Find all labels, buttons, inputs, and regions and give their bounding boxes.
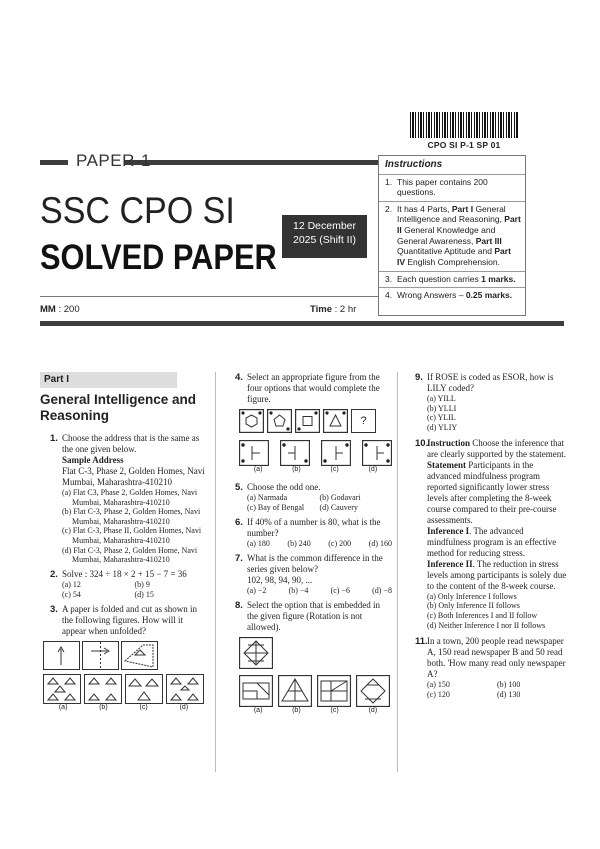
- fold-option-c: [125, 674, 163, 704]
- question-text: In a town, 200 people read newspaper A, 150 read newspaper B and 50 read both. 'How many read only newspaper A?: [427, 636, 566, 680]
- date-line-1: 12 December: [292, 220, 357, 232]
- fold-option-b: [84, 674, 122, 704]
- embedded-option-c: [317, 675, 351, 707]
- option: (a) Flat C3, Phase 2, Golden Homes, Navi Mumbai, Maharashtra-410210: [62, 488, 198, 507]
- fold-sequence-figure: [43, 641, 158, 671]
- fig-label: (a): [58, 703, 68, 711]
- question-1: 1. Choose the address that is the same as the one given below. Sample Address Flat C-3, Phase 2, Golden Homes, Navi Mumbai, Maharashtra-410210 (a) Flat C3, Phase 2, Golden Homes, Navi Mumbai, Maharashtra-410210 (b) Flat C-3, Phase 2, Golden Homes, Navi Mumbai, Maharashtra-410210 (c) Flat C-3, Phase II, Golden Homes, Navi Mumbai, Maharashtra-410210 (d) Flat C-3, Phase 2, Golden Home, Navi Mumbai, Maharashtra-410210: [40, 433, 207, 565]
- question-text: Choose the odd one.: [247, 482, 321, 493]
- series-figure: [239, 409, 389, 433]
- fig-label: (a): [253, 465, 263, 473]
- sample-address: Flat C-3, Phase 2, Golden Homes, Navi Mumbai, Maharashtra-410210: [62, 466, 205, 488]
- series-cell-1: [239, 409, 264, 433]
- fig-label: (c): [139, 703, 148, 711]
- fold-figures: [43, 641, 207, 713]
- mm-label: MM: [40, 304, 56, 315]
- question-text: Select the option that is embedded in the given figure (Rotation is not allowed).: [247, 599, 380, 632]
- option: (a) 12: [62, 579, 81, 589]
- option: (a) Narmada: [247, 493, 288, 503]
- answer-option-d: [362, 440, 392, 466]
- column-3: [405, 372, 567, 704]
- instructions-heading: Instructions: [385, 159, 443, 170]
- question-10: 10. Instruction Choose the inference that are clearly supported by the statement. Statement Participants in the advanced mindfulness program reported significantly lower stress levels after completing the 8-week course compared to their pre-course assessments. Inference I. The advanced mindfulness program is an effective method for reducing stress. Inference II. The reduction in stress levels among participants is solely due to the content of the 8-week course. (a) Only Inference I follows (b) Only Inference II follows (c) Both Inferences I and II follow (d) Neither Inference I nor II follows: [415, 438, 567, 630]
- barcode-code: CPO SI P-1 SP 01: [427, 140, 501, 150]
- series-cell-4: [323, 409, 348, 433]
- embedded-option-d: [356, 675, 390, 707]
- embedded-option-a: [239, 675, 273, 707]
- column-divider: [215, 372, 216, 772]
- column-1: [40, 372, 207, 712]
- option: (b) 100: [497, 680, 521, 690]
- series-cell-3: [295, 409, 320, 433]
- answer-option-c: [321, 440, 351, 466]
- solved-paper-title: SOLVED PAPER: [40, 238, 277, 277]
- question-9: 9. If ROSE is coded as ESOR, how is LILY coded? (a) YILL (b) YLLI (c) YLIL (d) YLIY: [405, 372, 567, 432]
- question-11: 11. In a town, 200 people read newspaper A, 150 read newspaper B and 50 read both. 'How many read only newspaper A? (a) 150 (b) 100 (c) 120 (d) 130: [415, 636, 566, 700]
- option: (b) Godavari: [319, 493, 361, 503]
- question-mark-cell: ?: [351, 409, 376, 433]
- column-divider: [397, 372, 398, 772]
- fig-label: (d): [368, 465, 378, 473]
- header-rule-left: [40, 160, 68, 165]
- fig-label: (b): [292, 706, 301, 714]
- question-text: Choose the address that is the same as the one given below.: [62, 433, 200, 455]
- inference-1: Inference I. The advanced mindfulness program is an effective method for reducing stress.: [427, 526, 557, 558]
- instruction-item: 4. Wrong Answers – 0.25 marks.: [379, 287, 525, 304]
- exam-title: SSC CPO SI: [40, 190, 235, 231]
- question-text: A paper is folded and cut as shown in the following figures. How will it appear when unfolded?: [62, 603, 197, 636]
- option: (a) 150: [427, 680, 450, 690]
- answer-option-a: [239, 440, 269, 466]
- instruction-item: 3. Each question carries 1 marks.: [379, 271, 525, 288]
- embedded-option-b: [278, 675, 312, 707]
- embedded-figures: [239, 637, 392, 716]
- time-label: Time: [310, 304, 333, 315]
- option: (b) 9: [134, 579, 150, 589]
- series-cell-2: [267, 409, 292, 433]
- fig-label: (c): [330, 465, 339, 473]
- question-text: Select an appropriate figure from the four options that would complete the figure.: [247, 372, 380, 404]
- option: (a) Only Inference I follows: [427, 591, 517, 601]
- option: (c) Flat C-3, Phase II, Golden Homes, Navi Mumbai, Maharashtra-410210: [62, 526, 202, 546]
- paper-label: PAPER-1: [76, 151, 151, 170]
- section-title: General Intelligence and Reasoning: [40, 392, 197, 423]
- option: (c) Bay of Bengal: [247, 503, 305, 513]
- option: (a) YILL: [427, 393, 456, 403]
- date-box: [282, 215, 367, 258]
- option: (c) 120: [427, 690, 450, 700]
- question-text: What is the common difference in the series given below?: [247, 553, 383, 575]
- fig-label: (a): [253, 706, 263, 714]
- option: (d) Cauvery: [319, 503, 358, 513]
- fig-label: (d): [368, 706, 378, 714]
- fold-option-d: [166, 674, 204, 704]
- max-marks: [40, 304, 80, 316]
- part-badge: Part I: [40, 372, 177, 388]
- option: (d) 160: [368, 539, 392, 549]
- embedded-question-figure: [239, 637, 273, 669]
- question-text: If 40% of a number is 80, what is the number?: [247, 517, 381, 539]
- time-limit: [310, 304, 356, 316]
- option: (d) Neither Inference I nor II follows: [427, 620, 546, 630]
- date-line-2: 2025 (Shift II): [292, 233, 357, 246]
- option: (b) Only Inference II follows: [427, 601, 520, 611]
- instructions-box: [378, 155, 526, 316]
- mm-value: : 200: [58, 304, 80, 315]
- question-7: 7. What is the common difference in the series given below? 102, 98, 94, 90, ... (a) −2 (b) −4 (c) −6 (d) −8: [235, 553, 392, 595]
- option: (d) YLIY: [427, 422, 458, 432]
- option: (a) 180: [247, 539, 270, 549]
- option: (c) −6: [330, 586, 350, 595]
- option: (b) YLLI: [427, 403, 457, 413]
- option: (d) −8: [372, 586, 392, 595]
- option: (c) Both Inferences I and II follow: [427, 611, 538, 621]
- answer-figures: [239, 440, 392, 466]
- question-6: 6. If 40% of a number is 80, what is the number? (a) 180 (b) 240 (c) 200 (d) 160: [235, 517, 392, 549]
- statement: Statement Participants in the advanced mindfulness program reported significantly lower stress levels after completing the 8-week course compared to their pre-course assessments.: [427, 460, 557, 526]
- time-value: : 2 hr: [334, 304, 357, 315]
- option: (b) −4: [288, 586, 309, 595]
- fig-label: (d): [179, 703, 189, 711]
- option: (d) 15: [134, 589, 154, 599]
- bottom-rule: [40, 321, 564, 326]
- question-2: 2. Solve : 324 ÷ 18 × 2 + 15 − 7 = 36 (a) 12 (b) 9 (c) 54 (d) 15: [40, 569, 207, 600]
- mm-rule: [40, 296, 378, 297]
- answer-option-b: [280, 440, 310, 466]
- question-text: Solve : 324 ÷ 18 × 2 + 15 − 7 = 36: [62, 568, 187, 579]
- option: (c) 200: [328, 539, 352, 549]
- fig-label: (b): [292, 465, 301, 473]
- question-text: If ROSE is coded as ESOR, how is LILY coded?: [427, 372, 554, 393]
- option: (b) 240: [287, 539, 311, 549]
- instruction-item: 2. It has 4 Parts, Part I General Intelligence and Reasoning, Part II General Knowledge and General Awareness, Part III Quantitative Aptitude and Part IV English Comprehension.: [379, 201, 525, 271]
- column-2: [225, 372, 392, 715]
- option: (b) Flat C-3, Phase 2, Golden Homes, Navi Mumbai, Maharashtra-410210: [62, 507, 201, 526]
- fig-label: (b): [99, 703, 108, 711]
- option: (d) Flat C-3, Phase 2, Golden Home, Navi Mumbai, Maharashtra-410210: [62, 545, 198, 565]
- header-rule-right: [124, 160, 378, 165]
- series: 102, 98, 94, 90, ...: [247, 575, 313, 586]
- option: (c) 54: [62, 589, 81, 599]
- question-4: 4. Select an appropriate figure from the four options that would complete the figure.: [225, 372, 392, 405]
- instruction-item: 1. This paper contains 200 questions.: [385, 176, 488, 198]
- option: (c) YLIL: [427, 413, 456, 423]
- sample-label: Sample Address: [62, 455, 124, 466]
- option: (d) 130: [497, 690, 521, 700]
- question-5: 5. Choose the odd one. (a) Narmada (b) Godavari (c) Bay of Bengal (d) Cauvery: [225, 482, 392, 513]
- question-3: 3. A paper is folded and cut as shown in the following figures. How will it appear when unfolded?: [40, 604, 207, 637]
- fold-option-a: [43, 674, 81, 704]
- question-8: 8. Select the option that is embedded in the given figure (Rotation is not allowed).: [225, 600, 392, 633]
- instruction: Instruction Choose the inference that are clearly supported by the statement.: [427, 438, 566, 460]
- inference-2: Inference II. The reduction in stress levels among participants is solely due to the content of the 8-week course.: [427, 558, 567, 591]
- barcode: [410, 112, 518, 138]
- fig-label: (c): [330, 706, 339, 714]
- option: (a) −2: [247, 586, 267, 595]
